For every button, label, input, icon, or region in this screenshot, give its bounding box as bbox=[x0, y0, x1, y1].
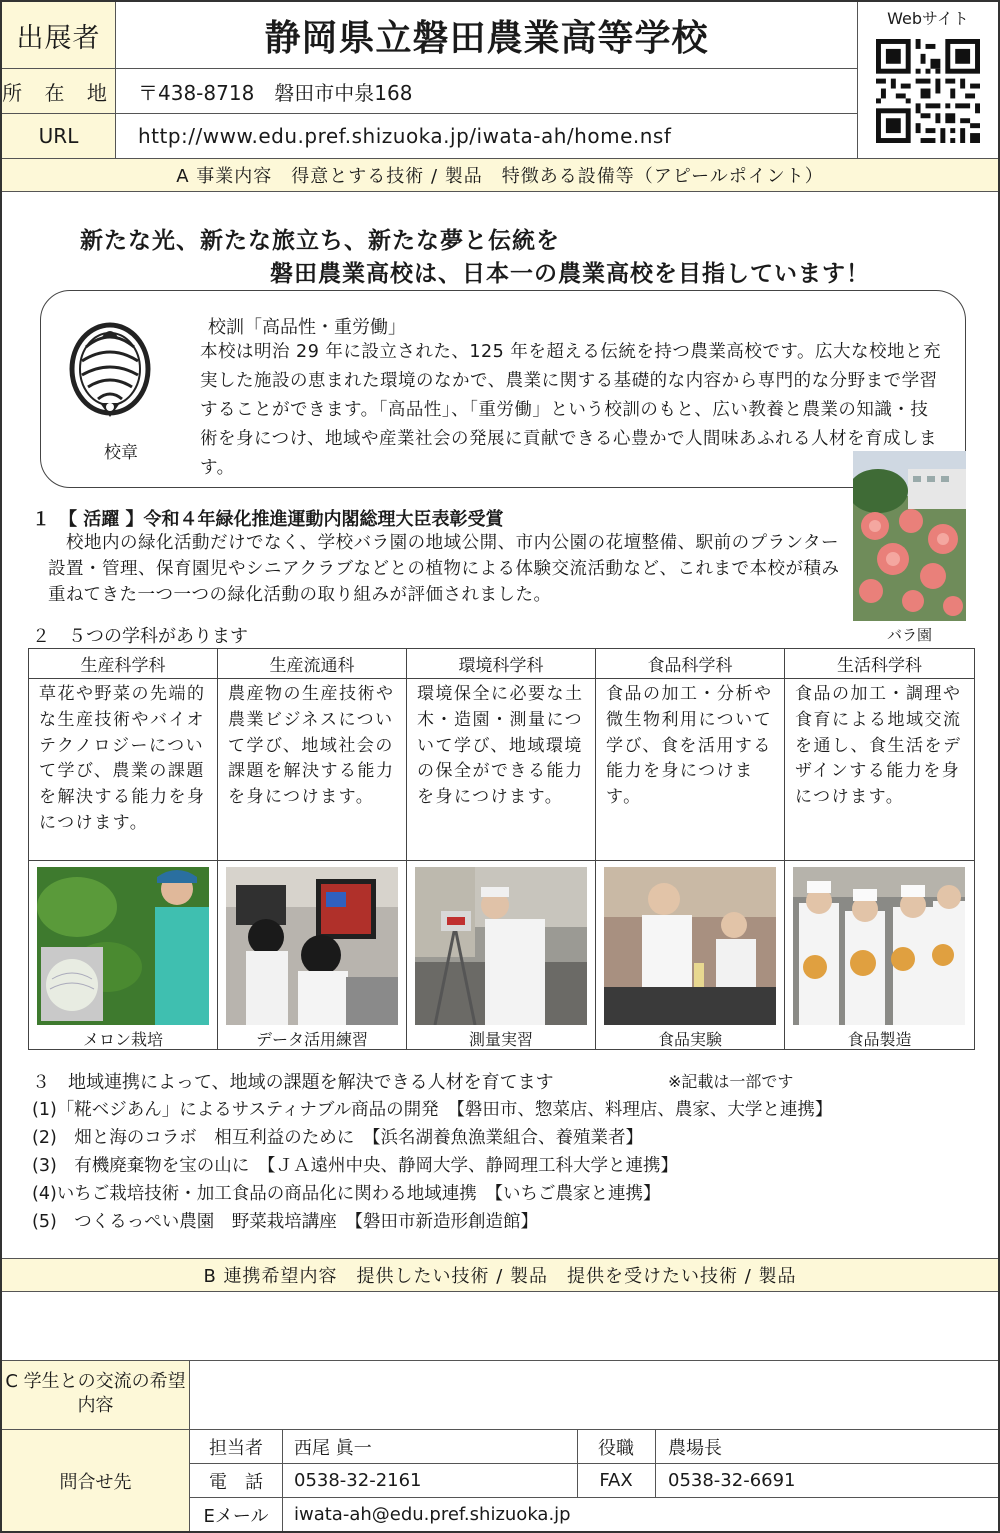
contact-role-value: 農場長 bbox=[668, 1437, 722, 1459]
motto-title: 校訓「高品性・重労働」 bbox=[208, 317, 406, 338]
department-column bbox=[407, 649, 596, 1049]
exhibitor-label: 出展者 bbox=[16, 22, 101, 54]
department-desc: 環境保全に必要な土木・造園・測量について学び、地域環境の保全ができる能力を身につけます。 bbox=[407, 679, 595, 861]
department-desc: 草花や野菜の先端的な生産技術やバイオテクノロジーについて学び、農業の課題を解決する能力を身につけます。 bbox=[29, 679, 217, 861]
department-photo-caption: メロン栽培 bbox=[82, 1030, 163, 1049]
contact-fax-label: FAX bbox=[599, 1470, 633, 1491]
url-link[interactable]: http://www.edu.pref.shizuoka.jp/iwata-ah/home.nsf bbox=[138, 124, 672, 148]
contact-fax-value: 0538-32-6691 bbox=[668, 1470, 796, 1491]
collab-note: ※記載は一部です bbox=[668, 1072, 794, 1091]
school-name-title: 静岡県立磐田農業高等学校 bbox=[264, 17, 709, 59]
melon-cultivation-photo bbox=[37, 867, 209, 1025]
data-practice-photo bbox=[226, 867, 398, 1025]
department-desc: 食品の加工・調理や食育による地域交流を通し、食生活をデザインする能力を身につけます。 bbox=[785, 679, 974, 861]
department-photo-caption: データ活用練習 bbox=[255, 1030, 368, 1049]
activity-body: 校地内の緑化活動だけでなく、学校バラ園の地域公開、市内公園の花壇整備、駅前のプランター設置・管理、保育園児やシニアクラブなどとの植物による体験交流活動など、これまで本校が積み重ねてきた一つ一つの緑化活動の取り組みが評価されました。 bbox=[48, 533, 840, 605]
food-production-photo bbox=[793, 867, 965, 1025]
department-photo-caption: 食品製造 bbox=[847, 1030, 912, 1049]
contact-label: 問合せ先 bbox=[2, 1430, 189, 1531]
location-value: 〒438-8718 磐田市中泉168 bbox=[138, 80, 413, 105]
departments-heading: ２ ５つの学科があります bbox=[32, 626, 248, 647]
divider bbox=[655, 1430, 656, 1497]
url-label: URL bbox=[38, 124, 79, 148]
divider bbox=[282, 1430, 283, 1531]
divider bbox=[2, 68, 858, 69]
department-name: 生産流通科 bbox=[218, 649, 406, 679]
departments-table bbox=[28, 648, 975, 1050]
crest-caption: 校章 bbox=[104, 443, 138, 463]
food-experiment-photo bbox=[604, 867, 776, 1025]
divider bbox=[857, 2, 858, 158]
rose-garden-caption: バラ園 bbox=[886, 626, 932, 644]
divider bbox=[2, 191, 998, 192]
surveying-photo bbox=[415, 867, 587, 1025]
section-c-label: C 学生との交流の希望内容 bbox=[2, 1361, 189, 1429]
department-column bbox=[218, 649, 407, 1049]
contact-phone-value[interactable]: 0538-32-2161 bbox=[294, 1470, 422, 1491]
divider bbox=[2, 113, 858, 114]
contact-phone-label: 電 話 bbox=[209, 1471, 263, 1493]
rose-garden-photo bbox=[853, 451, 966, 621]
department-column bbox=[596, 649, 785, 1049]
list-item: (1)「糀ベジあん」によるサスティナブル商品の開発 【磐田市、惣菜店、料理店、農家、大学と連携】 bbox=[32, 1100, 833, 1120]
section-a-band: A 事業内容 得意とする技術 / 製品 特徴ある設備等（アピールポイント） bbox=[2, 159, 998, 191]
department-desc: 農産物の生産技術や農業ビジネスについて学び、地域社会の課題を解決する能力を身につけます。 bbox=[218, 679, 406, 861]
department-name: 環境科学科 bbox=[407, 649, 595, 679]
department-photo-caption: 食品実験 bbox=[657, 1030, 722, 1049]
school-crest-icon bbox=[68, 317, 152, 429]
qr-code-icon[interactable] bbox=[876, 39, 980, 143]
slogan-line-2: 磐田農業高校は、日本一の農業高校を目指しています！ bbox=[270, 261, 870, 287]
contact-email-label: Eメール bbox=[203, 1505, 269, 1527]
activity-heading: １ 【 活躍 】令和４年緑化推進運動内閣総理大臣表彰受賞 bbox=[32, 509, 504, 530]
contact-person-label: 担当者 bbox=[209, 1437, 263, 1459]
divider bbox=[2, 1291, 998, 1292]
department-desc: 食品の加工・分析や微生物利用について学び、食を活用する能力を身につけます。 bbox=[596, 679, 784, 861]
department-name: 生産科学科 bbox=[29, 649, 217, 679]
contact-role-label: 役職 bbox=[598, 1437, 634, 1459]
list-item: (2) 畑と海のコラボ 相互利益のために 【浜名湖養魚漁業組合、養殖業者】 bbox=[32, 1128, 644, 1148]
divider bbox=[115, 2, 116, 158]
department-name: 食品科学科 bbox=[596, 649, 784, 679]
department-photo-caption: 測量実習 bbox=[468, 1030, 533, 1049]
slogan-line-1: 新たな光、新たな旅立ち、新たな夢と伝統を bbox=[80, 228, 560, 254]
contact-email-value[interactable]: iwata-ah@edu.pref.shizuoka.jp bbox=[294, 1504, 571, 1525]
section-b-band: B 連携希望内容 提供したい技術 / 製品 提供を受けたい技術 / 製品 bbox=[2, 1259, 998, 1291]
contact-person-value: 西尾 眞一 bbox=[294, 1437, 372, 1459]
collab-heading: ３ 地域連携によって、地域の課題を解決できる人材を育てます bbox=[32, 1072, 554, 1093]
department-column bbox=[29, 649, 218, 1049]
collab-list bbox=[32, 1096, 832, 1236]
department-name: 生活科学科 bbox=[785, 649, 974, 679]
list-item: (5) つくるっぺい農園 野菜栽培講座 【磐田市新造形創造館】 bbox=[32, 1212, 539, 1232]
location-label: 所 在 地 bbox=[2, 80, 115, 105]
list-item: (3) 有機廃棄物を宝の山に 【ＪＡ遠州中央、静岡大学、静岡理工科大学と連携】 bbox=[32, 1156, 679, 1176]
website-label: Webサイト bbox=[887, 9, 969, 28]
department-column bbox=[785, 649, 974, 1049]
motto-body: 本校は明治 29 年に設立された、125 年を超える伝統を持つ農業高校です。広大な校地と充実した施設の恵まれた環境のなかで、農業に関する基礎的な内容から専門的な分野まで学習することができます。「高品性」、「重労働」という校訓のもと、広い教養と農業の知識・技術を身につけ、地域や産業社会の発展に貢献できる心豊かで人間味あふれる人材を育成します。 bbox=[200, 342, 941, 478]
list-item: (4)いちご栽培技術・加工食品の商品化に関わる地域連携 【いちご農家と連携】 bbox=[32, 1184, 661, 1204]
